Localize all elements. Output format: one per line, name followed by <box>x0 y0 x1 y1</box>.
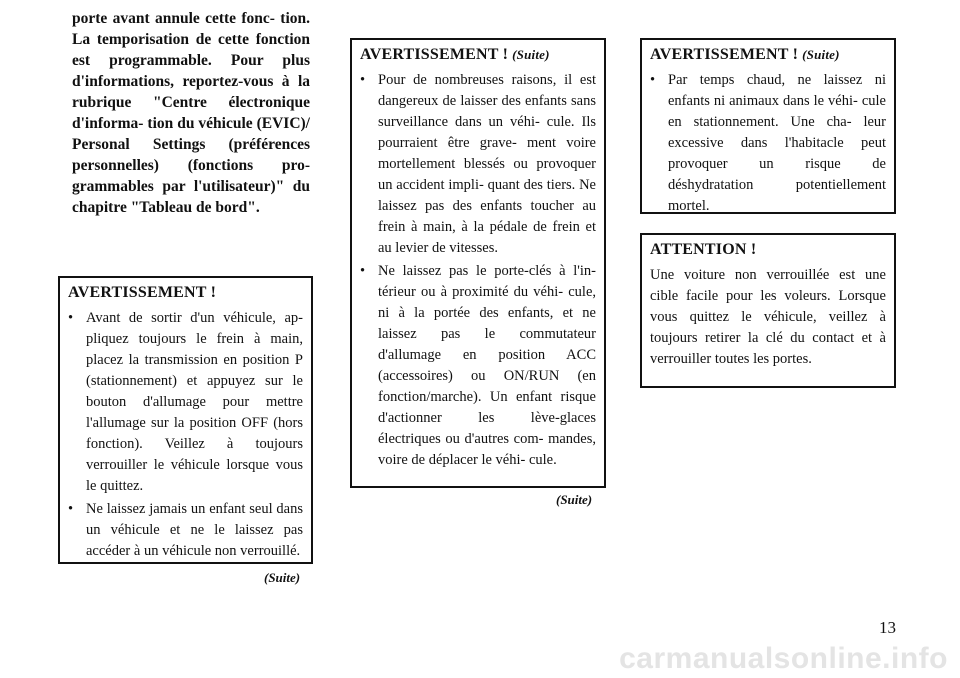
attention-title: ATTENTION ! <box>650 241 757 258</box>
list-item: • Avant de sortir d'un véhicule, ap- pliquez toujours le frein à main, placez la transmission en position P (stationnement) et appuyez sur le bouton d'allumage pour mettre l'allumage sur la position OFF (hors fonction). Veillez à toujours verrouiller le véhicule lorsque vous le quittez. <box>68 310 303 494</box>
list-item: • Ne laissez jamais un enfant seul dans un véhicule et ne le laissez pas accéder à un véhicule non verrouillé. <box>68 501 303 559</box>
warning-list <box>650 70 886 217</box>
warning-list <box>68 308 303 562</box>
intro-paragraph: porte avant annule cette fonc- tion. La temporisation de cette fonction est programmable. Pour plus d'informations, reportez-vous à la rubrique "Centre électronique d'informa- tion du véhicule (EVIC)/ Personal Settings (préférences personnelles) (fonctions pro- grammables par l'utilisateur)" du chapitre "Tableau de bord". <box>72 10 310 216</box>
warning-list <box>360 70 596 471</box>
page-number: 13 <box>879 618 896 637</box>
watermark: carmanualsonline.info <box>619 642 948 675</box>
continued-note: (Suite) <box>264 570 301 585</box>
attention-text: Une voiture non verrouillée est une cible facile pour les voleurs. Lorsque vous quittez le véhicule, veillez à toujours retirer la clé du contact et à verrouiller toutes les portes. <box>650 267 886 367</box>
warning-box-3 <box>640 38 896 214</box>
attention-box <box>640 233 896 388</box>
warning-box-2 <box>350 38 606 488</box>
bullet-icon: • <box>68 310 74 326</box>
bullet-icon: • <box>650 72 656 88</box>
bullet-icon: • <box>360 263 366 279</box>
continued-note: (Suite) <box>556 492 593 507</box>
bullet-icon: • <box>68 501 74 517</box>
bullet-icon: • <box>360 72 366 88</box>
warning-title: AVERTISSEMENT ! (Suite) <box>650 46 840 63</box>
list-item: • Ne laissez pas le porte-clés à l'in- térieur ou à proximité du véhi- cule, ni à la portée des enfants, et ne laissez pas le commutateur d'allumage en position ACC (accessoires) ou ON/RUN (en fonction/marche). Un enfant risque d'actionner les lève-glaces électriques ou d'autres com- mandes, voire de déplacer le véhi- cule. <box>360 263 596 468</box>
warning-title: AVERTISSEMENT ! <box>68 284 217 301</box>
warning-box-1 <box>58 276 313 564</box>
list-item: • Pour de nombreuses raisons, il est dangereux de laisser des enfants sans surveillance dans un véhi- cule. Ils pourraient être grave- ment voire mortellement blessés ou provoquer un accident impli- quant des tiers. Ne laissez pas des enfants toucher au frein à main, à la pédale de frein et au levier de vitesses. <box>360 72 596 256</box>
list-item: • Par temps chaud, ne laissez ni enfants ni animaux dans le véhi- cule en stationnement. Une cha- leur excessive dans l'habitacle peut provoquer un risque de déshydratation potentiellement mortel. <box>650 72 886 214</box>
warning-title: AVERTISSEMENT ! (Suite) <box>360 46 550 63</box>
